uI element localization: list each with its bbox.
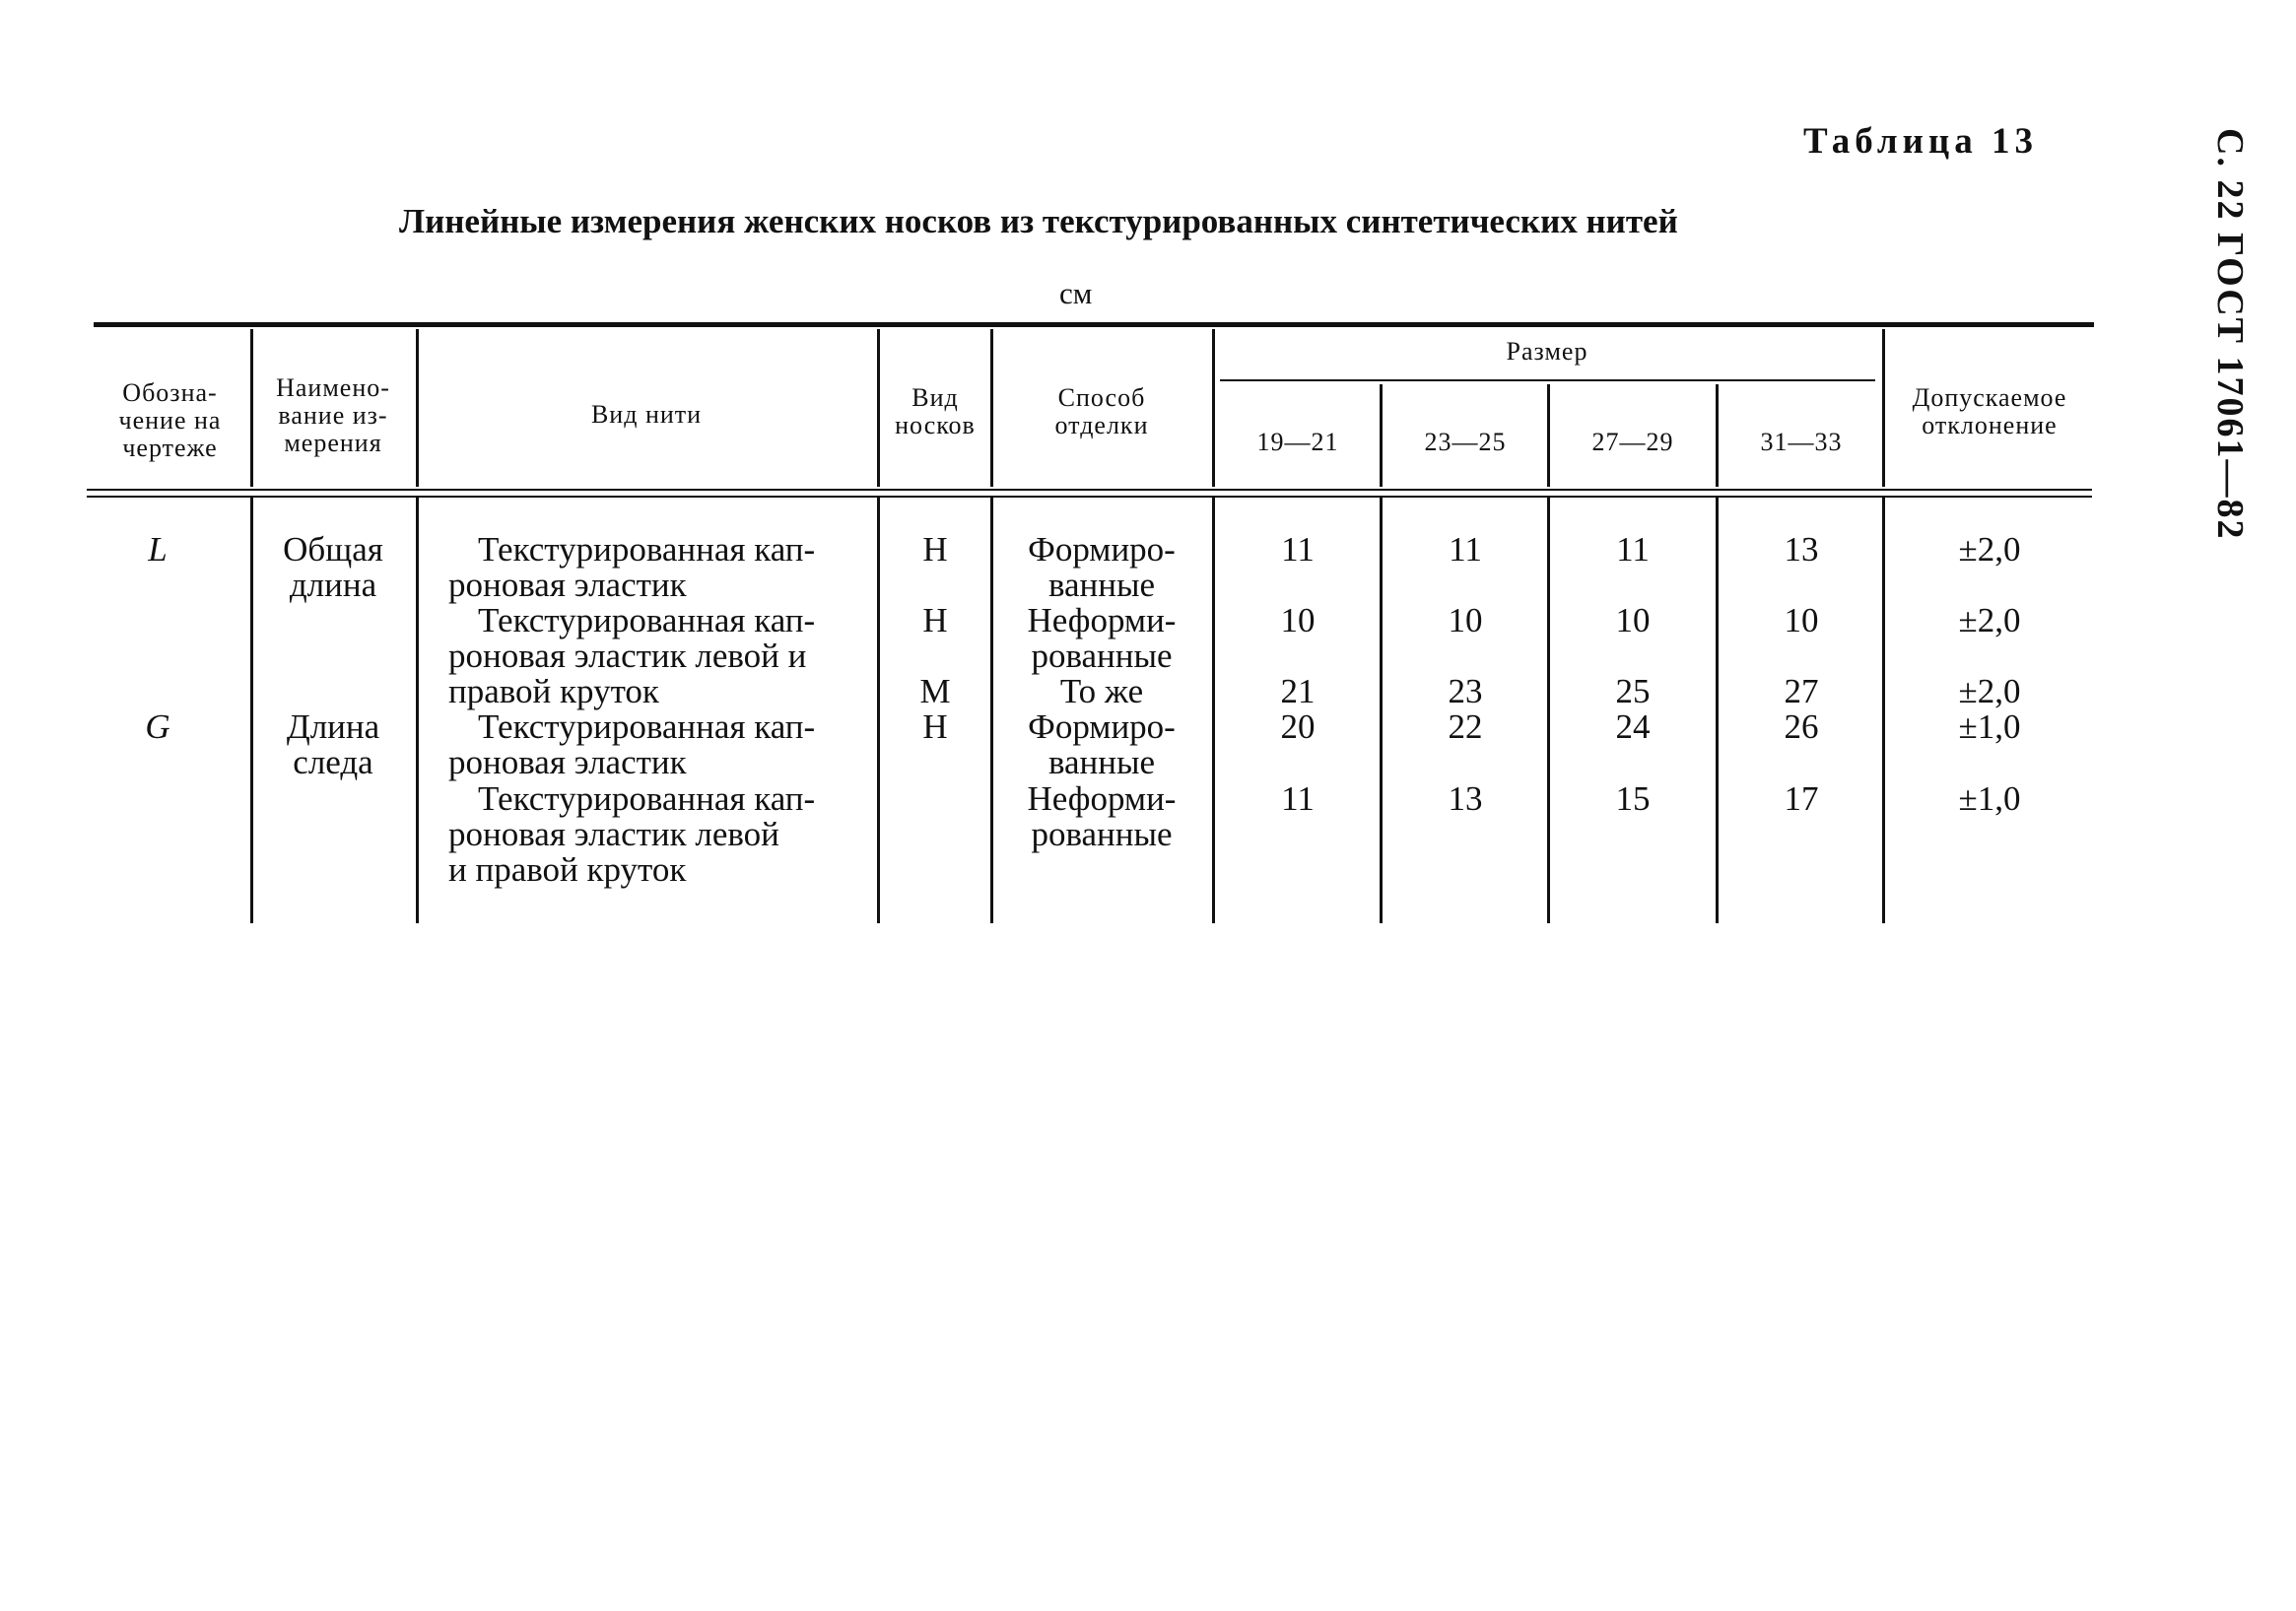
- header-size-23-25: 23—25: [1424, 428, 1507, 456]
- designation-l: L: [148, 530, 168, 569]
- table-number: Таблица 13: [1803, 121, 2038, 162]
- finishing-cell: Формиро- ванные: [1028, 707, 1176, 781]
- body-divider: [1212, 498, 1215, 923]
- header-divider: [1547, 384, 1550, 487]
- thread-type-cell: Текстурированная кап- роновая эластик левой и правой круток: [448, 779, 816, 889]
- sock-type-cell: М: [919, 672, 951, 710]
- tolerance-cell: ±2,0: [1958, 601, 2021, 639]
- header-divider: [416, 329, 419, 487]
- body-divider: [250, 498, 253, 923]
- header-divider: [1882, 329, 1885, 487]
- tolerance-cell: ±1,0: [1958, 779, 2021, 818]
- header-divider: [877, 329, 880, 487]
- value-cell: 23: [1448, 672, 1483, 710]
- header-finishing: Способ отделки: [1054, 383, 1149, 439]
- table-top-rule: [94, 322, 2094, 327]
- header-sock-type: Вид носков: [895, 383, 976, 439]
- body-divider: [1547, 498, 1550, 923]
- thread-type-cell: Текстурированная кап- роновая эластик левой и правой круток: [448, 601, 816, 710]
- value-cell: 21: [1280, 672, 1316, 710]
- tolerance-cell: ±2,0: [1958, 672, 2021, 710]
- measurement-name-total-length: Общая длина: [283, 530, 383, 604]
- value-cell: 10: [1448, 601, 1483, 639]
- table-title: Линейные измерения женских носков из текстурированных синтетических нитей: [399, 202, 1678, 240]
- finishing-cell: Формиро- ванные: [1028, 530, 1176, 604]
- body-divider: [990, 498, 993, 923]
- value-cell: 11: [1281, 779, 1315, 818]
- page-header: С. 22 ГОСТ 17061—82: [2209, 128, 2251, 541]
- unit-label: см: [1059, 276, 1093, 310]
- header-measurement-name: Наимено- вание из- мерения: [276, 373, 390, 457]
- value-cell: 15: [1615, 779, 1651, 818]
- value-cell: 17: [1784, 779, 1819, 818]
- value-cell: 13: [1784, 530, 1819, 569]
- sock-type-cell: Н: [922, 601, 948, 639]
- body-divider: [1380, 498, 1383, 923]
- header-thread-type: Вид нити: [590, 400, 703, 429]
- measurement-name-foot-length: Длина следа: [286, 707, 380, 781]
- header-designation: Обозна- чение на чертеже: [118, 378, 222, 462]
- value-cell: 11: [1449, 530, 1482, 569]
- value-cell: 10: [1280, 601, 1316, 639]
- value-cell: 26: [1784, 707, 1819, 746]
- finishing-cell: Неформи- рованные: [1027, 601, 1177, 675]
- header-bottom-rule-1: [87, 489, 2092, 491]
- sock-type-cell: Н: [922, 707, 948, 746]
- header-tolerance: Допускаемое отклонение: [1912, 383, 2067, 439]
- header-divider: [1212, 329, 1215, 487]
- finishing-cell: То же: [1059, 672, 1144, 710]
- header-divider: [1716, 384, 1719, 487]
- header-divider: [990, 329, 993, 487]
- tolerance-cell: ±2,0: [1958, 530, 2021, 569]
- value-cell: 22: [1448, 707, 1483, 746]
- value-cell: 25: [1615, 672, 1651, 710]
- value-cell: 10: [1615, 601, 1651, 639]
- sock-type-cell: Н: [922, 530, 948, 569]
- body-divider: [1716, 498, 1719, 923]
- thread-type-cell: Текстурированная кап- роновая эластик: [448, 530, 816, 604]
- size-subheader-rule: [1220, 379, 1875, 381]
- value-cell: 20: [1280, 707, 1316, 746]
- header-divider: [250, 329, 253, 487]
- body-divider: [416, 498, 419, 923]
- value-cell: 11: [1281, 530, 1315, 569]
- header-bottom-rule-2: [87, 496, 2092, 498]
- value-cell: 13: [1448, 779, 1483, 818]
- thread-type-cell: Текстурированная кап- роновая эластик: [448, 707, 816, 781]
- header-size: Размер: [1506, 337, 1588, 366]
- header-divider: [1380, 384, 1383, 487]
- finishing-cell: Неформи- рованные: [1027, 779, 1177, 853]
- value-cell: 10: [1784, 601, 1819, 639]
- header-size-19-21: 19—21: [1256, 428, 1339, 456]
- value-cell: 27: [1784, 672, 1819, 710]
- value-cell: 24: [1615, 707, 1651, 746]
- header-size-27-29: 27—29: [1591, 428, 1674, 456]
- header-size-31-33: 31—33: [1760, 428, 1843, 456]
- value-cell: 11: [1616, 530, 1650, 569]
- designation-g: G: [145, 707, 170, 746]
- body-divider: [877, 498, 880, 923]
- tolerance-cell: ±1,0: [1958, 707, 2021, 746]
